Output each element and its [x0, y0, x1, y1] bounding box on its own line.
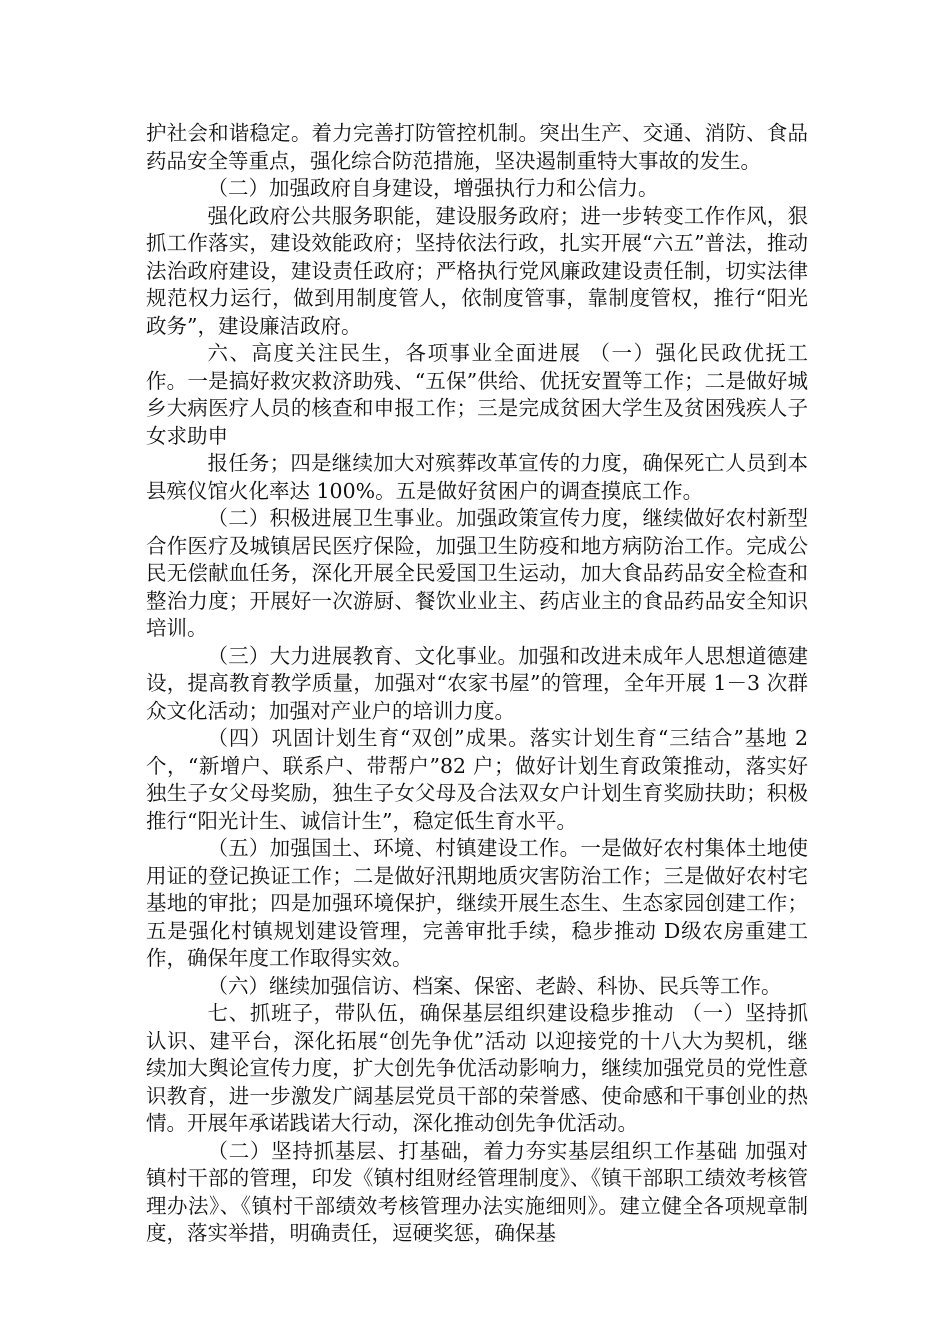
paragraph-2: （二）加强政府自身建设，增强执行力和公信力。	[207, 176, 659, 200]
paragraph-7: （三）大力进展教育、文化事业。加强和改进未成年人思想道德建设，提高教育教学质量，加强对“农家书屋”的管理，全年开展 1－3 次群众文化活动；加强对产业户的培训力度。	[146, 643, 808, 723]
paragraph-5: 报任务；四是继续加大对殡葬改革宣传的力度，确保死亡人员到本县殡仪馆火化率达 100%。五是做好贫困户的调查摸底工作。	[146, 451, 808, 503]
paragraph-8: （四）巩固计划生育“双创”成果。落实计划生育“三结合”基地 2 个，“新增户、联系户、带帮户”82 户；做好计划生育政策推动，落实好独生子女父母奖励，独生子女父母及合法双女户计划生育奖励扶助；积极推行“阳光计生、诚信计生”，稳定低生育水平。	[146, 726, 808, 833]
paragraph-4: 六、高度关注民生，各项事业全面进展 （一）强化民政优抚工作。一是搞好救灾救济助残、“五保”供给、优抚安置等工作；二是做好城乡大病医疗人员的核查和申报工作；三是完成贫困大学生及贫困残疾人子女求助申	[146, 341, 808, 448]
paragraph-3: 强化政府公共服务职能，建设服务政府；进一步转变工作作风，狠抓工作落实，建设效能政府；坚持依法行政，扎实开展“六五”普法，推动法治政府建设，建设责任政府；严格执行党风廉政建设责任制，切实法律规范权力运行，做到用制度管人，依制度管事，靠制度管权，推行“阳光政务”，建设廉洁政府。	[146, 203, 808, 338]
paragraph-12: （二）坚持抓基层、打基础，着力夯实基层组织工作基础 加强对镇村干部的管理，印发《镇村组财经管理制度》、《镇干部职工绩效考核管理办法》、《镇村干部绩效考核管理办法实施细则》。建立健全各项规章制度，落实举措，明确责任，逗硬奖惩，确保基	[146, 1138, 808, 1245]
paragraph-1: 护社会和谐稳定。着力完善打防管控机制。突出生产、交通、消防、食品药品安全等重点，强化综合防范措施，坚决遏制重特大事故的发生。	[146, 121, 808, 173]
paragraph-10: （六）继续加强信访、档案、保密、老龄、科协、民兵等工作。	[207, 973, 782, 998]
paragraph-6: （二）积极进展卫生事业。加强政策宣传力度，继续做好农村新型合作医疗及城镇居民医疗保险，加强卫生防疫和地方病防治工作。完成公民无偿献血任务，深化开展全民爱国卫生运动，加大食品药品安全检查和整治力度；开展好一次游厨、餐饮业业主、药店业主的食品药品安全知识培训。	[146, 506, 808, 640]
document-body	[146, 120, 808, 1248]
paragraph-9: （五）加强国土、环境、村镇建设工作。一是做好农村集体土地使用证的登记换证工作；二是做好汛期地质灾害防治工作；三是做好农村宅基地的审批；四是加强环境保护，继续开展生态生、生态家园创建工作；五是强化村镇规划建设管理，完善审批手续，稳步推动 D级农房重建工作，确保年度工作取得实效。	[146, 836, 808, 970]
paragraph-11: 七、抓班子，带队伍，确保基层组织建设稳步推动 （一）坚持抓认识、建平台，深化拓展“创先争优”活动 以迎接党的十八大为契机，继续加大舆论宣传力度，扩大创先争优活动影响力，继续加强党员的党性意识教育，进一步激发广阔基层党员干部的荣誉感、使命感和干事创业的热情。开展年承诺践诺大行动，深化推动创先争优活动。	[146, 1001, 808, 1135]
